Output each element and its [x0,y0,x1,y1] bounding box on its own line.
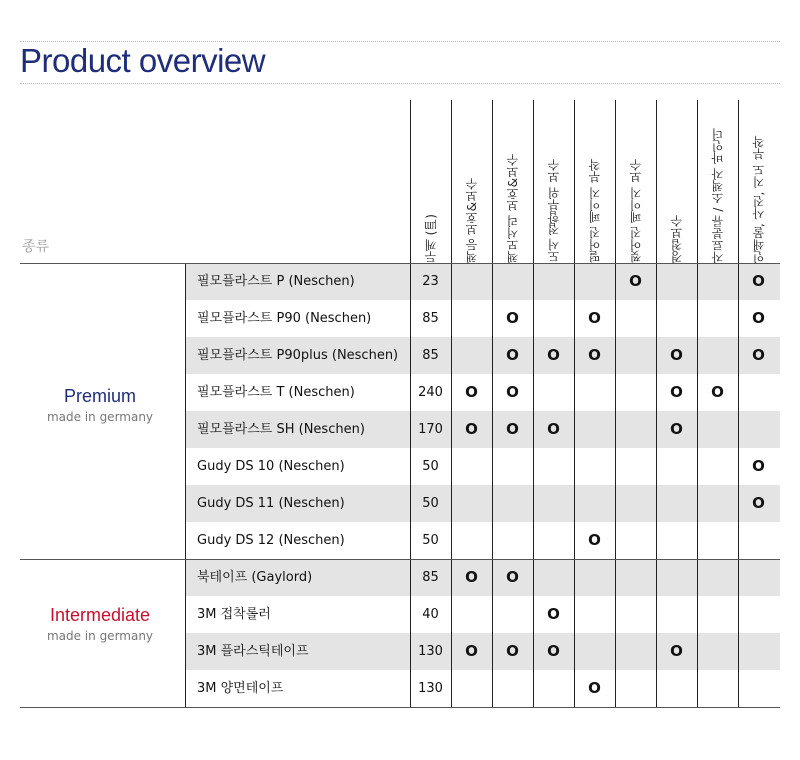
page-title: Product overview [20,42,266,79]
column-header-label: 경첩보수 [670,215,684,263]
column-divider [615,100,616,707]
column-header-label: 자료분류 / 소책자 바인더 [711,127,725,263]
column-header [574,100,615,263]
product-name: 필모플라스트 P90plus (Neschen) [197,348,399,363]
column-header-label: 도서 접합부위 보수 [547,159,561,263]
header-rule [20,263,780,264]
column-header [451,100,492,263]
applicable-mark: O [465,420,478,438]
applicable-mark: O [506,309,519,327]
thickness-value: 50 [422,459,439,474]
thickness-value: 50 [422,533,439,548]
applicable-mark: O [711,383,724,401]
thickness-value: 50 [422,496,439,511]
applicable-mark: O [752,457,765,475]
table-bottom-rule [20,707,780,708]
product-name: 필모플라스트 T (Neschen) [197,385,355,400]
applicable-mark: O [670,383,683,401]
column-header [738,100,779,263]
product-name: Gudy DS 10 (Neschen) [197,459,345,474]
thickness-value: 170 [418,422,443,437]
thickness-value: 85 [422,348,439,363]
applicable-mark: O [547,605,560,623]
applicable-mark: O [670,346,683,364]
applicable-mark: O [465,568,478,586]
applicable-mark: O [629,272,642,290]
product-name: 3M 양면테이프 [197,681,284,696]
applicable-mark: O [752,309,765,327]
group-origin: made in germany [46,410,154,424]
group-intermediate [20,605,180,643]
thickness-value: 23 [422,274,439,289]
column-header [656,100,697,263]
applicable-mark: O [588,346,601,364]
thickness-value: 130 [418,644,443,659]
applicable-mark: O [506,642,519,660]
column-header [533,100,574,263]
table-row [185,596,780,633]
thickness-value: 85 [422,570,439,585]
applicable-mark: O [670,420,683,438]
thickness-value: 240 [418,385,443,400]
group-origin: made in germany [46,629,154,643]
applicable-mark: O [547,642,560,660]
product-name: Gudy DS 12 (Neschen) [197,533,345,548]
column-header [410,100,451,263]
column-divider [738,100,739,707]
thickness-value: 40 [422,607,439,622]
applicable-mark: O [670,642,683,660]
applicable-mark: O [465,642,478,660]
applicable-mark: O [547,420,560,438]
column-header [697,100,738,263]
group-name: Intermediate [49,605,151,625]
column-header-label: 떨어진 페이지 부착 [588,159,602,263]
applicable-mark: O [506,383,519,401]
column-divider [185,263,186,707]
column-header-label: 책등 보호&보수 [465,177,479,263]
product-name: 북테이프 (Gaylord) [197,570,313,585]
product-name: Gudy DS 11 (Neschen) [197,496,345,511]
group-premium [20,386,180,424]
applicable-mark: O [752,494,765,512]
product-name: 필모플라스트 SH (Neschen) [197,422,365,437]
group-name: Premium [63,386,136,406]
thickness-value: 130 [418,681,443,696]
column-header-label: 찢어진 페이지 보수 [629,159,643,263]
product-name: 필모플라스트 P90 (Neschen) [197,311,372,326]
product-name: 필모플라스트 P (Neschen) [197,274,355,289]
applicable-mark: O [752,272,765,290]
product-name: 3M 접착롤러 [197,607,271,622]
product-name: 3M 플라스틱테이프 [197,644,309,659]
applicable-mark: O [588,679,601,697]
applicable-mark: O [506,420,519,438]
applicable-mark: O [547,346,560,364]
column-header-label: 인쇄물, 사진, 지도 부착 [752,135,766,263]
column-header-label: 책모서리 보호&보수 [506,153,520,263]
thickness-value: 85 [422,311,439,326]
applicable-mark: O [588,531,601,549]
applicable-mark: O [588,309,601,327]
group-divider [20,559,780,560]
kind-header: 종류 [22,239,50,255]
column-divider [574,100,575,707]
column-header [492,100,533,263]
applicable-mark: O [506,568,519,586]
column-header [615,100,656,263]
applicable-mark: O [465,383,478,401]
applicable-mark: O [752,346,765,364]
column-header-label: 두께 (㎛) [424,213,438,263]
title-dotted-rule [20,83,780,84]
applicable-mark: O [506,346,519,364]
